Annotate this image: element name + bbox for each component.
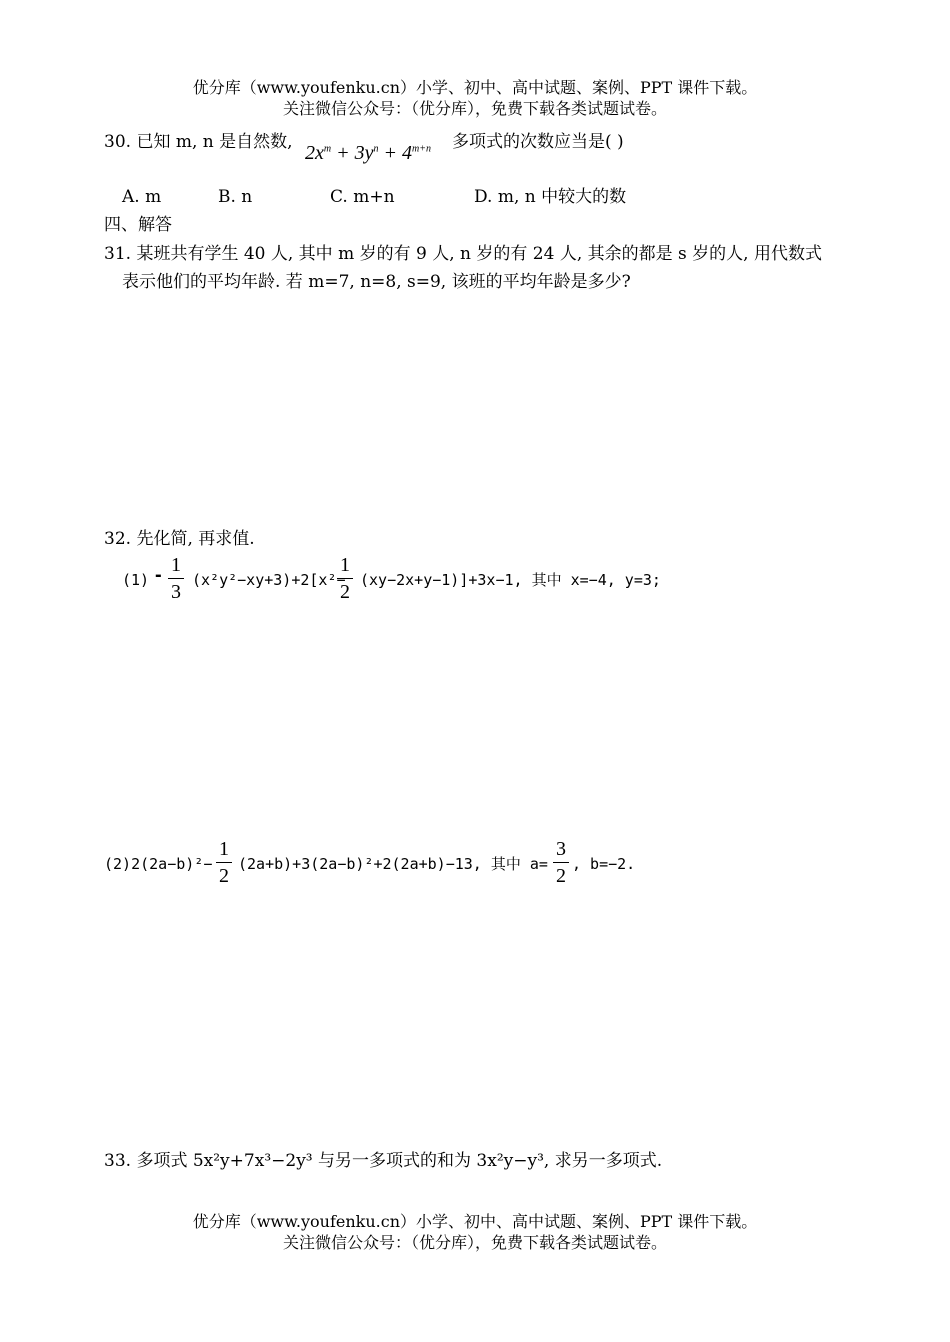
q32-part1-label: (1) [122,571,150,589]
q30-polynomial [305,142,431,165]
q33-text: 33. 多项式 5x²y+7x³−2y³ 与另一多项式的和为 3x²y−y³, 求另一多项式. [104,1151,663,1171]
q32-part1-frac2-numerator: 1 [340,554,350,576]
footer-line-2: 关注微信公众号：（优分库），免费下载各类试题试卷。 [282,1233,667,1252]
q32-part1-fraction-2 [337,553,353,604]
q32-part1-segment-1: (x²y²−xy+3)+2[x²− [192,571,346,589]
section-title: 四、解答 [104,215,172,235]
q32-part2-segment-2: (2a+b)+3(2a−b)²+2(2a+b)−13, 其中 a= [238,855,548,873]
q32-part2-segment-3: , b=−2. [572,855,636,873]
fraction-bar [553,862,569,863]
q32-part1-frac2-denominator: 2 [340,581,350,603]
q31-line-1: 31. 某班共有学生 40 人, 其中 m 岁的有 9 人, n 岁的有 24 人, 其余的都是 s 岁的人, 用代数式 [104,244,822,264]
q32-part2-fraction-1 [216,837,232,888]
q30-option-d: D. m, n 中较大的数 [474,187,627,207]
q32-part2-frac2-numerator: 3 [556,838,566,860]
q32-part1-segment-2: (xy−2x+y−1)]+3x−1, 其中 x=−4, y=3; [360,571,661,589]
q32-part1-minus: - [155,564,162,586]
q30-term-b-exp: n [373,143,379,155]
q30-term-b: + 3y [336,142,374,164]
fraction-bar [216,862,232,863]
header-line-2: 关注微信公众号：（优分库），免费下载各类试题试卷。 [282,99,667,118]
footer-line-1: 优分库（www.youfenku.cn）小学、初中、高中试题、案例、PPT 课件下载。 [192,1212,758,1231]
q30-option-b: B. n [218,187,253,207]
q32-part2-segment-1: (2)2(2a−b)²− [104,855,213,873]
q30-prefix: 30. 已知 m, n 是自然数, [104,132,293,152]
fraction-bar [337,578,353,579]
q32-part2-frac2-denominator: 2 [556,865,566,887]
q32-part2-fraction-2 [553,837,569,888]
q32-part1-fraction-1 [168,553,184,604]
q30-term-a-exp: m [323,143,332,155]
q32-title: 32. 先化简, 再求值. [104,529,255,549]
q30-term-a: 2x [305,142,324,164]
q30-option-a: A. m [122,187,162,207]
q30-option-c: C. m+n [330,187,395,207]
q30-suffix: 多项式的次数应当是( ) [452,132,624,152]
q31-line-2: 表示他们的平均年龄. 若 m=7, n=8, s=9, 该班的平均年龄是多少? [122,272,631,292]
q30-term-c-exp: m+n [412,143,431,155]
q32-part2-frac1-numerator: 1 [219,838,229,860]
header-line-1: 优分库（www.youfenku.cn）小学、初中、高中试题、案例、PPT 课件下载。 [192,78,758,97]
fraction-bar [168,578,184,579]
q30-term-c: + 4 [383,142,412,164]
q32-part1-frac1-denominator: 3 [171,581,181,603]
q32-part1-frac1-numerator: 1 [171,554,181,576]
q32-part2-frac1-denominator: 2 [219,865,229,887]
